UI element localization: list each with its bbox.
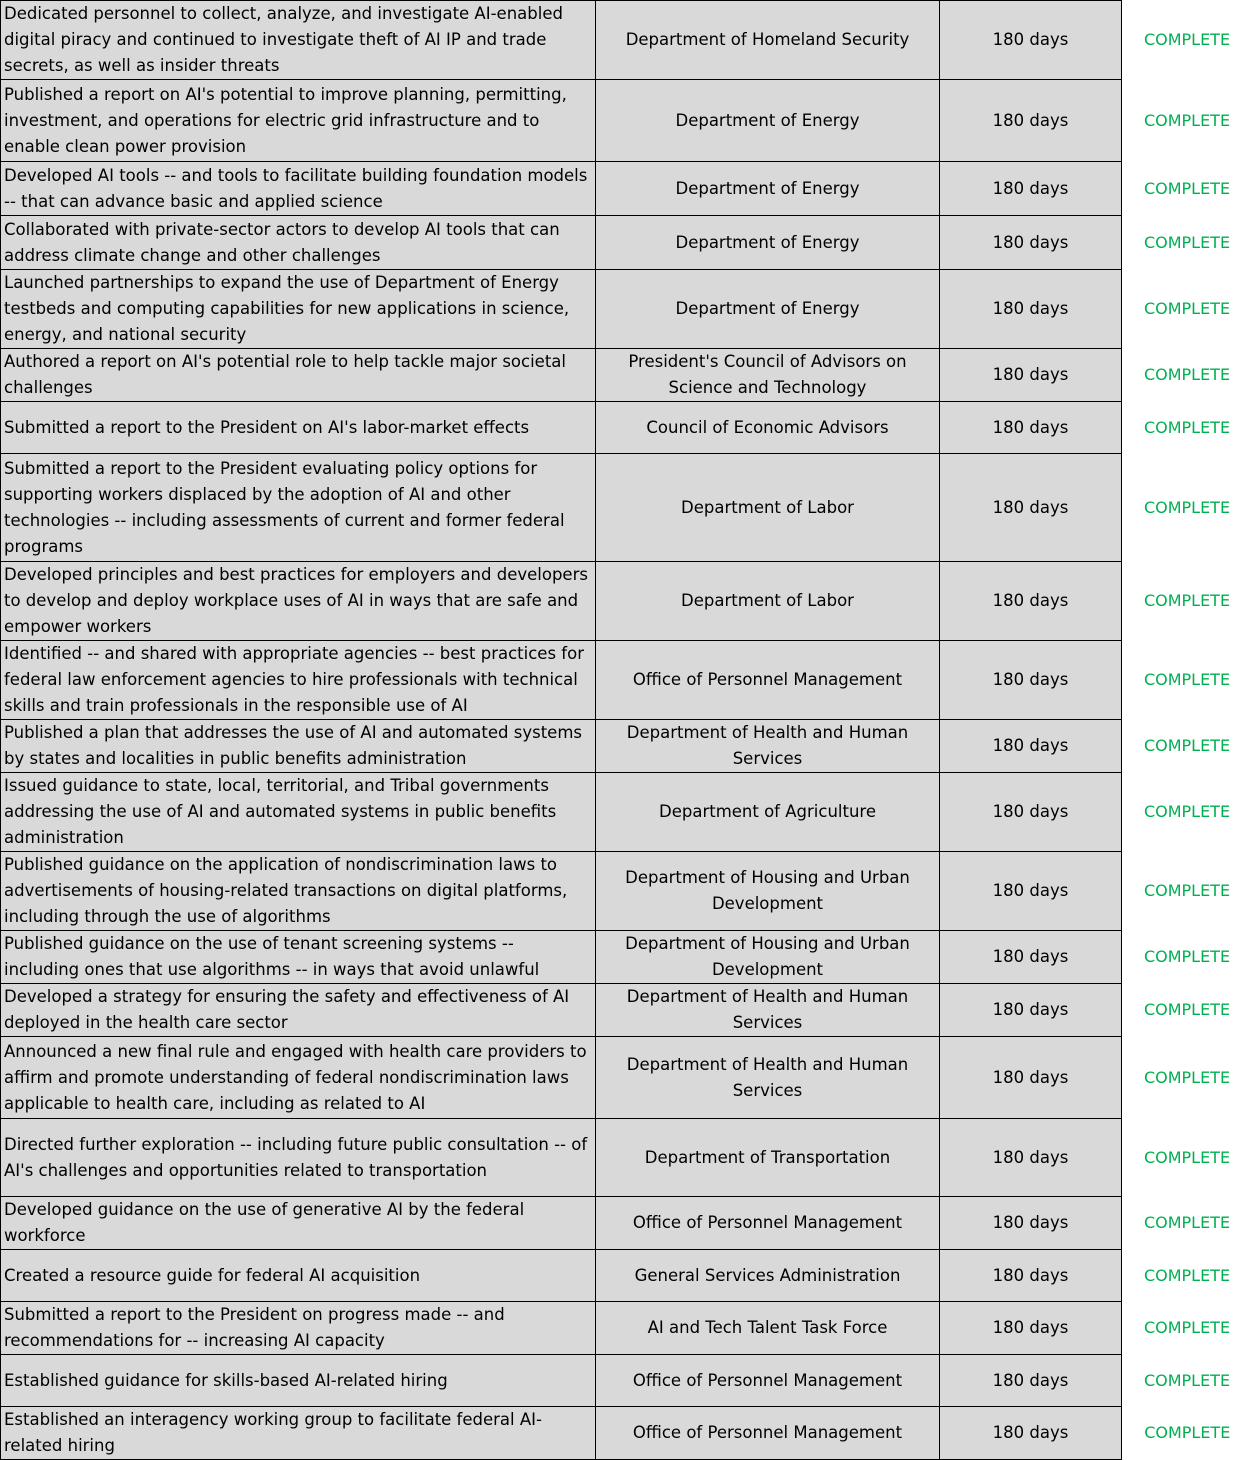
status-cell: COMPLETE xyxy=(1122,1355,1248,1407)
deadline-cell: 180 days xyxy=(940,162,1122,216)
action-cell: Announced a new final rule and engaged with health care providers to affirm and promote understanding of federal nondiscrimination laws applicable to health care, including as related to AI xyxy=(1,1037,596,1119)
table-row xyxy=(1,1355,1248,1407)
status-cell: COMPLETE xyxy=(1122,162,1248,216)
status-cell: COMPLETE xyxy=(1122,931,1248,984)
deadline-cell: 180 days xyxy=(940,402,1122,454)
status-cell: COMPLETE xyxy=(1122,349,1248,402)
table-row xyxy=(1,931,1248,984)
agency-cell: Department of Transportation xyxy=(596,1119,940,1197)
table-row xyxy=(1,562,1248,641)
status-cell: COMPLETE xyxy=(1122,641,1248,720)
action-cell: Collaborated with private-sector actors to develop AI tools that can address climate change and other challenges xyxy=(1,216,596,270)
deadline-cell: 180 days xyxy=(940,852,1122,931)
action-cell: Submitted a report to the President evaluating policy options for supporting workers displaced by the adoption of AI and other technologies -- including assessments of current and former federal programs xyxy=(1,454,596,562)
agency-cell: Office of Personnel Management xyxy=(596,1355,940,1407)
table-row xyxy=(1,270,1248,349)
status-cell: COMPLETE xyxy=(1122,984,1248,1037)
agency-cell: AI and Tech Talent Task Force xyxy=(596,1302,940,1355)
table-body xyxy=(1,1,1248,1460)
agency-cell: Department of Labor xyxy=(596,562,940,641)
table-row xyxy=(1,216,1248,270)
action-cell: Dedicated personnel to collect, analyze, and investigate AI-enabled digital piracy and continued to investigate theft of AI IP and trade secrets, as well as insider threats xyxy=(1,1,596,80)
agency-cell: Department of Energy xyxy=(596,270,940,349)
action-cell: Created a resource guide for federal AI acquisition xyxy=(1,1250,596,1302)
deadline-cell: 180 days xyxy=(940,773,1122,852)
action-cell: Published guidance on the use of tenant screening systems -- including ones that use algorithms -- in ways that avoid unlawful xyxy=(1,931,596,984)
action-cell: Submitted a report to the President on AI's labor-market effects xyxy=(1,402,596,454)
status-cell: COMPLETE xyxy=(1122,1250,1248,1302)
status-cell: COMPLETE xyxy=(1122,454,1248,562)
deadline-cell: 180 days xyxy=(940,1197,1122,1250)
table-row xyxy=(1,402,1248,454)
agency-cell: Office of Personnel Management xyxy=(596,641,940,720)
status-cell: COMPLETE xyxy=(1122,1197,1248,1250)
status-cell: COMPLETE xyxy=(1122,216,1248,270)
table-row xyxy=(1,720,1248,773)
deadline-cell: 180 days xyxy=(940,1407,1122,1460)
agency-cell: Department of Housing and Urban Development xyxy=(596,931,940,984)
deadline-cell: 180 days xyxy=(940,349,1122,402)
table-row xyxy=(1,454,1248,562)
agency-cell: President's Council of Advisors on Science and Technology xyxy=(596,349,940,402)
table-row xyxy=(1,1407,1248,1460)
table-row xyxy=(1,1197,1248,1250)
action-cell: Established guidance for skills-based AI-related hiring xyxy=(1,1355,596,1407)
action-cell: Launched partnerships to expand the use of Department of Energy testbeds and computing capabilities for new applications in science, energy, and national security xyxy=(1,270,596,349)
status-cell: COMPLETE xyxy=(1122,1119,1248,1197)
deadline-cell: 180 days xyxy=(940,80,1122,162)
agency-cell: Department of Health and Human Services xyxy=(596,720,940,773)
status-cell: COMPLETE xyxy=(1122,773,1248,852)
deadline-cell: 180 days xyxy=(940,1355,1122,1407)
action-cell: Directed further exploration -- including future public consultation -- of AI's challenges and opportunities related to transportation xyxy=(1,1119,596,1197)
agency-cell: Department of Homeland Security xyxy=(596,1,940,80)
deadline-cell: 180 days xyxy=(940,931,1122,984)
action-cell: Developed guidance on the use of generative AI by the federal workforce xyxy=(1,1197,596,1250)
agency-cell: Department of Health and Human Services xyxy=(596,984,940,1037)
table-row xyxy=(1,80,1248,162)
action-cell: Issued guidance to state, local, territorial, and Tribal governments addressing the use of AI and automated systems in public benefits administration xyxy=(1,773,596,852)
deadline-cell: 180 days xyxy=(940,270,1122,349)
status-cell: COMPLETE xyxy=(1122,1037,1248,1119)
deadline-cell: 180 days xyxy=(940,562,1122,641)
table-row xyxy=(1,1119,1248,1197)
action-cell: Established an interagency working group to facilitate federal AI-related hiring xyxy=(1,1407,596,1460)
agency-cell: Department of Agriculture xyxy=(596,773,940,852)
agency-cell: Department of Energy xyxy=(596,80,940,162)
action-cell: Developed AI tools -- and tools to facilitate building foundation models -- that can advance basic and applied science xyxy=(1,162,596,216)
deadline-cell: 180 days xyxy=(940,454,1122,562)
table-row xyxy=(1,1302,1248,1355)
deadline-cell: 180 days xyxy=(940,1250,1122,1302)
agency-cell: Department of Housing and Urban Development xyxy=(596,852,940,931)
status-cell: COMPLETE xyxy=(1122,562,1248,641)
status-cell: COMPLETE xyxy=(1122,270,1248,349)
action-cell: Published guidance on the application of nondiscrimination laws to advertisements of housing-related transactions on digital platforms, including through the use of algorithms xyxy=(1,852,596,931)
status-cell: COMPLETE xyxy=(1122,1407,1248,1460)
status-cell: COMPLETE xyxy=(1122,720,1248,773)
table-row xyxy=(1,773,1248,852)
action-cell: Developed a strategy for ensuring the safety and effectiveness of AI deployed in the health care sector xyxy=(1,984,596,1037)
status-cell: COMPLETE xyxy=(1122,1302,1248,1355)
action-cell: Identified -- and shared with appropriate agencies -- best practices for federal law enforcement agencies to hire professionals with technical skills and train professionals in the responsible use of AI xyxy=(1,641,596,720)
agency-cell: Department of Energy xyxy=(596,216,940,270)
deadline-cell: 180 days xyxy=(940,641,1122,720)
action-cell: Authored a report on AI's potential role to help tackle major societal challenges xyxy=(1,349,596,402)
agency-cell: Department of Labor xyxy=(596,454,940,562)
action-cell: Submitted a report to the President on progress made -- and recommendations for -- increasing AI capacity xyxy=(1,1302,596,1355)
table-row xyxy=(1,1,1248,80)
deadline-cell: 180 days xyxy=(940,216,1122,270)
table-row xyxy=(1,641,1248,720)
action-cell: Developed principles and best practices for employers and developers to develop and deploy workplace uses of AI in ways that are safe and empower workers xyxy=(1,562,596,641)
table-row xyxy=(1,852,1248,931)
table-row xyxy=(1,162,1248,216)
action-cell: Published a report on AI's potential to improve planning, permitting, investment, and operations for electric grid infrastructure and to enable clean power provision xyxy=(1,80,596,162)
table-row xyxy=(1,1250,1248,1302)
agency-cell: Council of Economic Advisors xyxy=(596,402,940,454)
deadline-cell: 180 days xyxy=(940,720,1122,773)
deadline-cell: 180 days xyxy=(940,1119,1122,1197)
status-cell: COMPLETE xyxy=(1122,852,1248,931)
deadline-cell: 180 days xyxy=(940,984,1122,1037)
status-cell: COMPLETE xyxy=(1122,402,1248,454)
deadline-cell: 180 days xyxy=(940,1037,1122,1119)
table-row xyxy=(1,349,1248,402)
table-row xyxy=(1,1037,1248,1119)
agency-cell: Department of Health and Human Services xyxy=(596,1037,940,1119)
agency-cell: Office of Personnel Management xyxy=(596,1407,940,1460)
action-cell: Published a plan that addresses the use of AI and automated systems by states and localities in public benefits administration xyxy=(1,720,596,773)
deadline-cell: 180 days xyxy=(940,1302,1122,1355)
agency-cell: General Services Administration xyxy=(596,1250,940,1302)
status-cell: COMPLETE xyxy=(1122,1,1248,80)
agency-cell: Department of Energy xyxy=(596,162,940,216)
agency-cell: Office of Personnel Management xyxy=(596,1197,940,1250)
table-row xyxy=(1,984,1248,1037)
status-cell: COMPLETE xyxy=(1122,80,1248,162)
deadline-cell: 180 days xyxy=(940,1,1122,80)
